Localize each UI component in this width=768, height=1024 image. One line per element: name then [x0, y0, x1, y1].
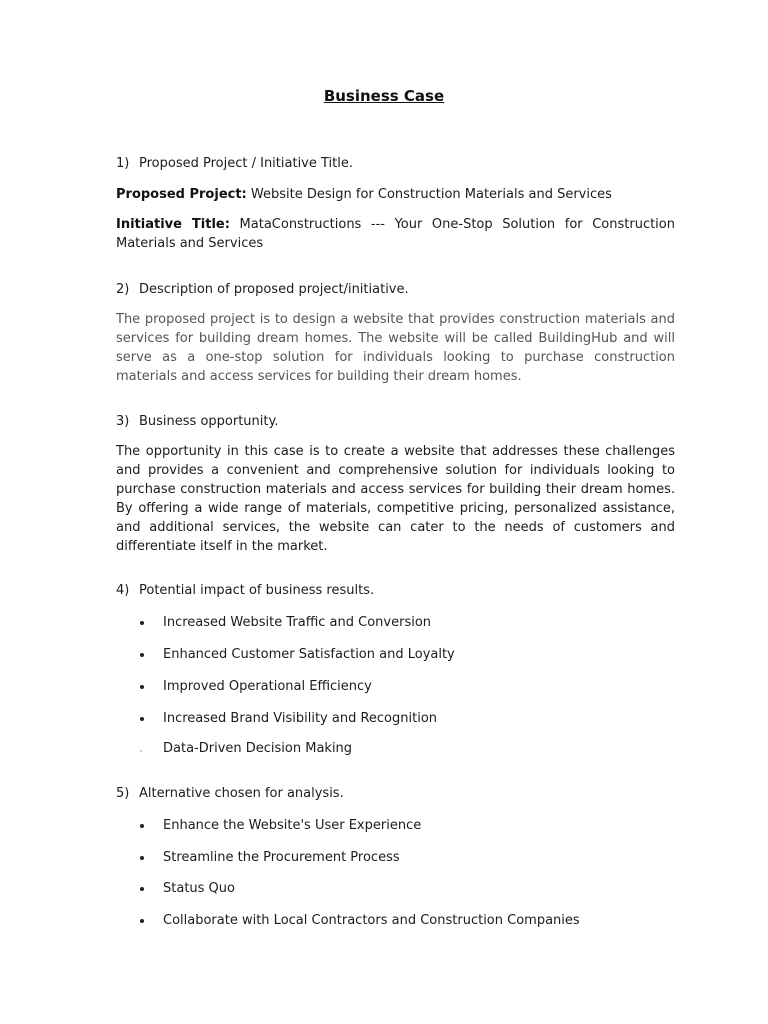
- list-item-text: Streamline the Procurement Process: [163, 850, 400, 865]
- bullet-icon: [140, 685, 144, 689]
- list-item: [140, 911, 580, 930]
- section-heading-4: [116, 581, 676, 600]
- section-heading-text: Potential impact of business results.: [139, 583, 375, 598]
- list-item: [140, 848, 400, 867]
- proposed-project-value: Website Design for Construction Materials and Services: [246, 187, 612, 202]
- bullet-icon: [140, 824, 144, 828]
- initiative-title-label: Initiative Title:: [116, 217, 230, 232]
- initiative-title-value: MataConstructions --- Your One-Stop Solution for Construction Materials and Services: [116, 217, 675, 251]
- section-heading-text: Description of proposed project/initiative.: [139, 282, 409, 297]
- section-heading-text: Business opportunity.: [139, 414, 279, 429]
- list-item: [140, 645, 455, 664]
- list-item-text: Increased Website Traffic and Conversion: [163, 615, 432, 630]
- proposed-project-line: [116, 185, 676, 204]
- section-number: 4): [116, 583, 130, 598]
- list-item: [140, 677, 372, 696]
- list-item-text: Data-Driven Decision Making: [163, 741, 353, 756]
- list-item: [140, 739, 353, 758]
- section-heading-text: Proposed Project / Initiative Title.: [139, 156, 353, 171]
- list-item-text: Improved Operational Efficiency: [163, 679, 372, 694]
- section-number: 1): [116, 156, 130, 171]
- list-item-text: Collaborate with Local Contractors and Construction Companies: [163, 913, 580, 928]
- section-number: 2): [116, 282, 130, 297]
- list-item: [140, 879, 235, 898]
- initiative-title-line: [116, 216, 675, 254]
- list-item: [140, 613, 432, 632]
- bullet-icon: [140, 919, 144, 923]
- list-item-text: Status Quo: [163, 881, 235, 896]
- opportunity-paragraph: The opportunity in this case is to create a website that addresses these challenges and provides a convenient and comprehensive solution for individuals looking to purchase construction materials and access services for building their dream homes. By offering a wide range of materials, competitive pricing, personalized assistance, and additional services, the website can cater to the needs of customers and differentiate itself in the market.: [116, 444, 675, 554]
- section-heading-5: [116, 784, 676, 803]
- list-item: [140, 816, 422, 835]
- bullet-icon: [140, 887, 144, 891]
- section-number: 3): [116, 414, 130, 429]
- proposed-project-label: Proposed Project:: [116, 187, 247, 202]
- page-title: Business Case: [323, 87, 445, 105]
- list-item-text: Enhanced Customer Satisfaction and Loyalty: [163, 647, 455, 662]
- description-paragraph: The proposed project is to design a website that provides construction materials and services for building dream homes. The website will be called BuildingHub and will serve as a one-stop solution for individuals looking to purchase construction materials and access services for building their dream homes.: [116, 312, 675, 384]
- section-heading-3: [116, 412, 676, 431]
- list-item-text: Enhance the Website's User Experience: [163, 818, 422, 833]
- bullet-icon: [140, 653, 144, 657]
- bullet-icon: [140, 717, 144, 721]
- list-item: [140, 709, 438, 728]
- section-heading-text: Alternative chosen for analysis.: [139, 786, 344, 801]
- bullet-icon: [140, 750, 142, 752]
- section-number: 5): [116, 786, 130, 801]
- bullet-icon: [140, 621, 144, 625]
- section-heading-2: [116, 280, 676, 299]
- section-heading-1: [116, 154, 676, 173]
- bullet-icon: [140, 856, 144, 860]
- list-item-text: Increased Brand Visibility and Recognition: [163, 711, 438, 726]
